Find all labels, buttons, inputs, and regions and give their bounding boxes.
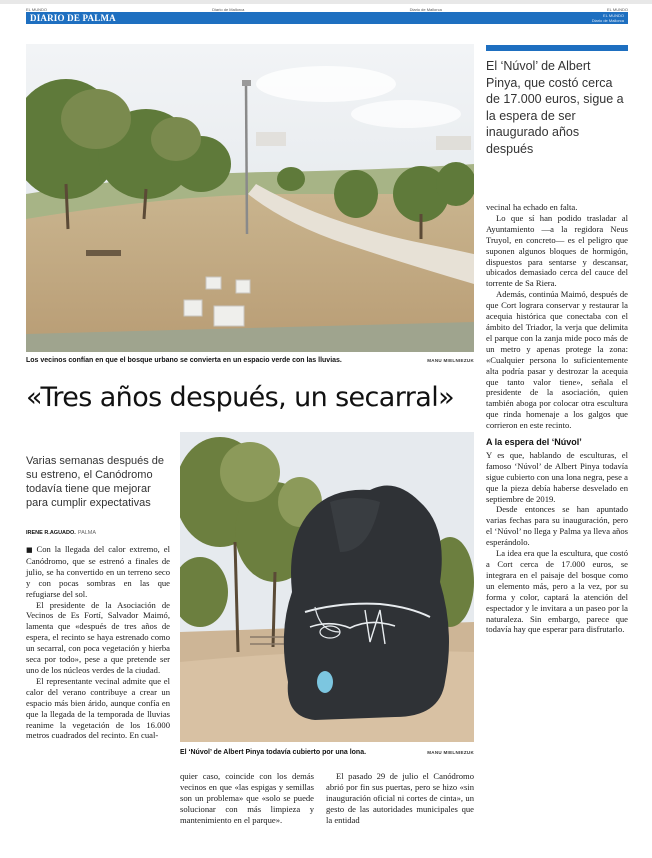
headline: «Tres años después, un secarral» (26, 382, 455, 413)
byline-location: PALMA (77, 530, 97, 536)
article-column-1 (26, 544, 170, 741)
section-right (592, 13, 624, 23)
folio-center-b: Diario de Mallorca (409, 6, 442, 12)
byline (26, 530, 170, 536)
folio-center-a: Diario de Mallorca (212, 6, 245, 12)
paragraph: Lo que sí han podido trasladar al Ayuntamiento —a la regidora Neus Truyol, en concreto— es el peligro que suponen algunos bloques de hormigón, dispuestos para sentarse y descansar, ubicados demasiado cerca del cauce del torrente de Sa Riera. (486, 212, 628, 289)
park-photo-caption (26, 354, 474, 366)
section-right-a: EL MUNDO (603, 13, 624, 18)
section-right-b: Diario de Mallorca (591, 18, 624, 23)
article-column-4 (486, 202, 628, 635)
paragraph: El representante vecinal admite que el calor del verano contribuye a crear un espacio más bien árido, aunque confía en que la llegada de la temporada de lluvias reanime la vegetación de los 16.000 metros cuadrados del recinto. En cual- (26, 675, 170, 741)
sculpture-photo (180, 432, 474, 742)
section-heading: A la espera del ‘Núvol’ (486, 437, 582, 448)
lead-square-icon: ■ (26, 546, 35, 554)
paragraph: Desde entonces se han apuntado varias fechas para su inauguración, pero el ‘Núvol’ no llega y Palma ya lleva años esperándolo. (486, 504, 628, 548)
park-caption-text: Los vecinos confían en que el bosque urbano se convierta en un espacio verde con las lluvias. (26, 356, 342, 364)
folio-left: EL MUNDO (26, 6, 47, 12)
folio-right: EL MUNDO (607, 6, 628, 12)
park-photo (26, 44, 474, 352)
article-column-3 (326, 771, 474, 826)
park-illustration (26, 44, 474, 352)
top-rule (0, 0, 652, 4)
paragraph: quier caso, coincide con los demás vecinos en que «las espigas y semillas son un problema» que «solo se puede solucionar con más limpieza y mantenimiento en el parque». (180, 771, 314, 825)
paragraph-text: Con la llegada del calor extremo, el Canódromo, que se estrenó a finales de julio, se ha convertido en un terreno seco y con pocas sombras en las que refugiarse del sol. (26, 544, 170, 599)
paragraph: El pasado 29 de julio el Canódromo abrió por fin sus puertas, pero se hizo «sin inauguración oficial ni cortes de cinta», un gesto de las autoridades municipales que la entidad (326, 771, 474, 825)
sculpture-caption-text: El ‘Núvol’ de Albert Pinya todavía cubierto por una lona. (180, 748, 367, 756)
article-column-2 (180, 771, 314, 826)
section-name: DIARIO DE PALMA (30, 13, 116, 23)
sculpture-illustration (180, 432, 474, 742)
byline-author: IRENE R.AGUADO. (26, 530, 76, 536)
paragraph (26, 544, 170, 600)
sculpture-photo-credit: MANU MIELNIEZUK (427, 749, 474, 755)
paragraph: Además, continúa Maimó, después de que Cort lograra conservar y restaurar la acequia histórica que conectaba con el ámbito del Triador, la verja que delimita el parque con la zanja mide poco más de un metro y apenas protege la zona: «Cualquier persona lo suficientemente alta podría pasar y destrozar la acequia que tanto valor tiene», señala el presidente de la asociación, quien también aboga por colocar otra escultura que rinda homenaje a los galgos que corrieron en este recinto. (486, 289, 628, 431)
paragraph: La idea era que la escultura, que costó a Cort cerca de 17.000 euros, se integrara en el paisaje del bosque como un elemento más, pero a la vez, por su forma y color, captará la atención del espectador y le invitara a un paseo por la naturaleza. Sin embargo, parece que todavía hay que esperar para disfrutarlo. (486, 548, 628, 635)
paragraph: vecinal ha echado en falta. (486, 202, 578, 212)
park-photo-credit: MANU MIELNIEZUK (427, 357, 474, 363)
section-bar (26, 12, 628, 24)
paragraph: Y es que, hablando de esculturas, el famoso ‘Núvol’ de Albert Pinya todavía sigue cubierto con una lona negra, pese a que la pieza debía haberse desvelado en septiembre de 2019. (486, 449, 628, 504)
subhead: Varias semanas después de su estreno, el Canódromo todavía tiene que mejorar para cumplir expectativas (26, 455, 164, 509)
sculpture-photo-caption (180, 746, 474, 758)
pull-quote-rule (486, 45, 628, 51)
paragraph: El presidente de la Asociación de Vecinos de Es Fortí, Salvador Maimó, lamenta que «después de tres años de espera, el recinto se haya estrenado como un secarral, con poca vegetación y hierba seca por todo», pese a que pretende ser uno de los núcleos verdes de la ciudad. (26, 599, 170, 675)
pull-quote: El ‘Núvol’ de Albert Pinya, que costó cerca de 17.000 euros, sigue a la espera de ser inaugurado años después (486, 59, 624, 156)
